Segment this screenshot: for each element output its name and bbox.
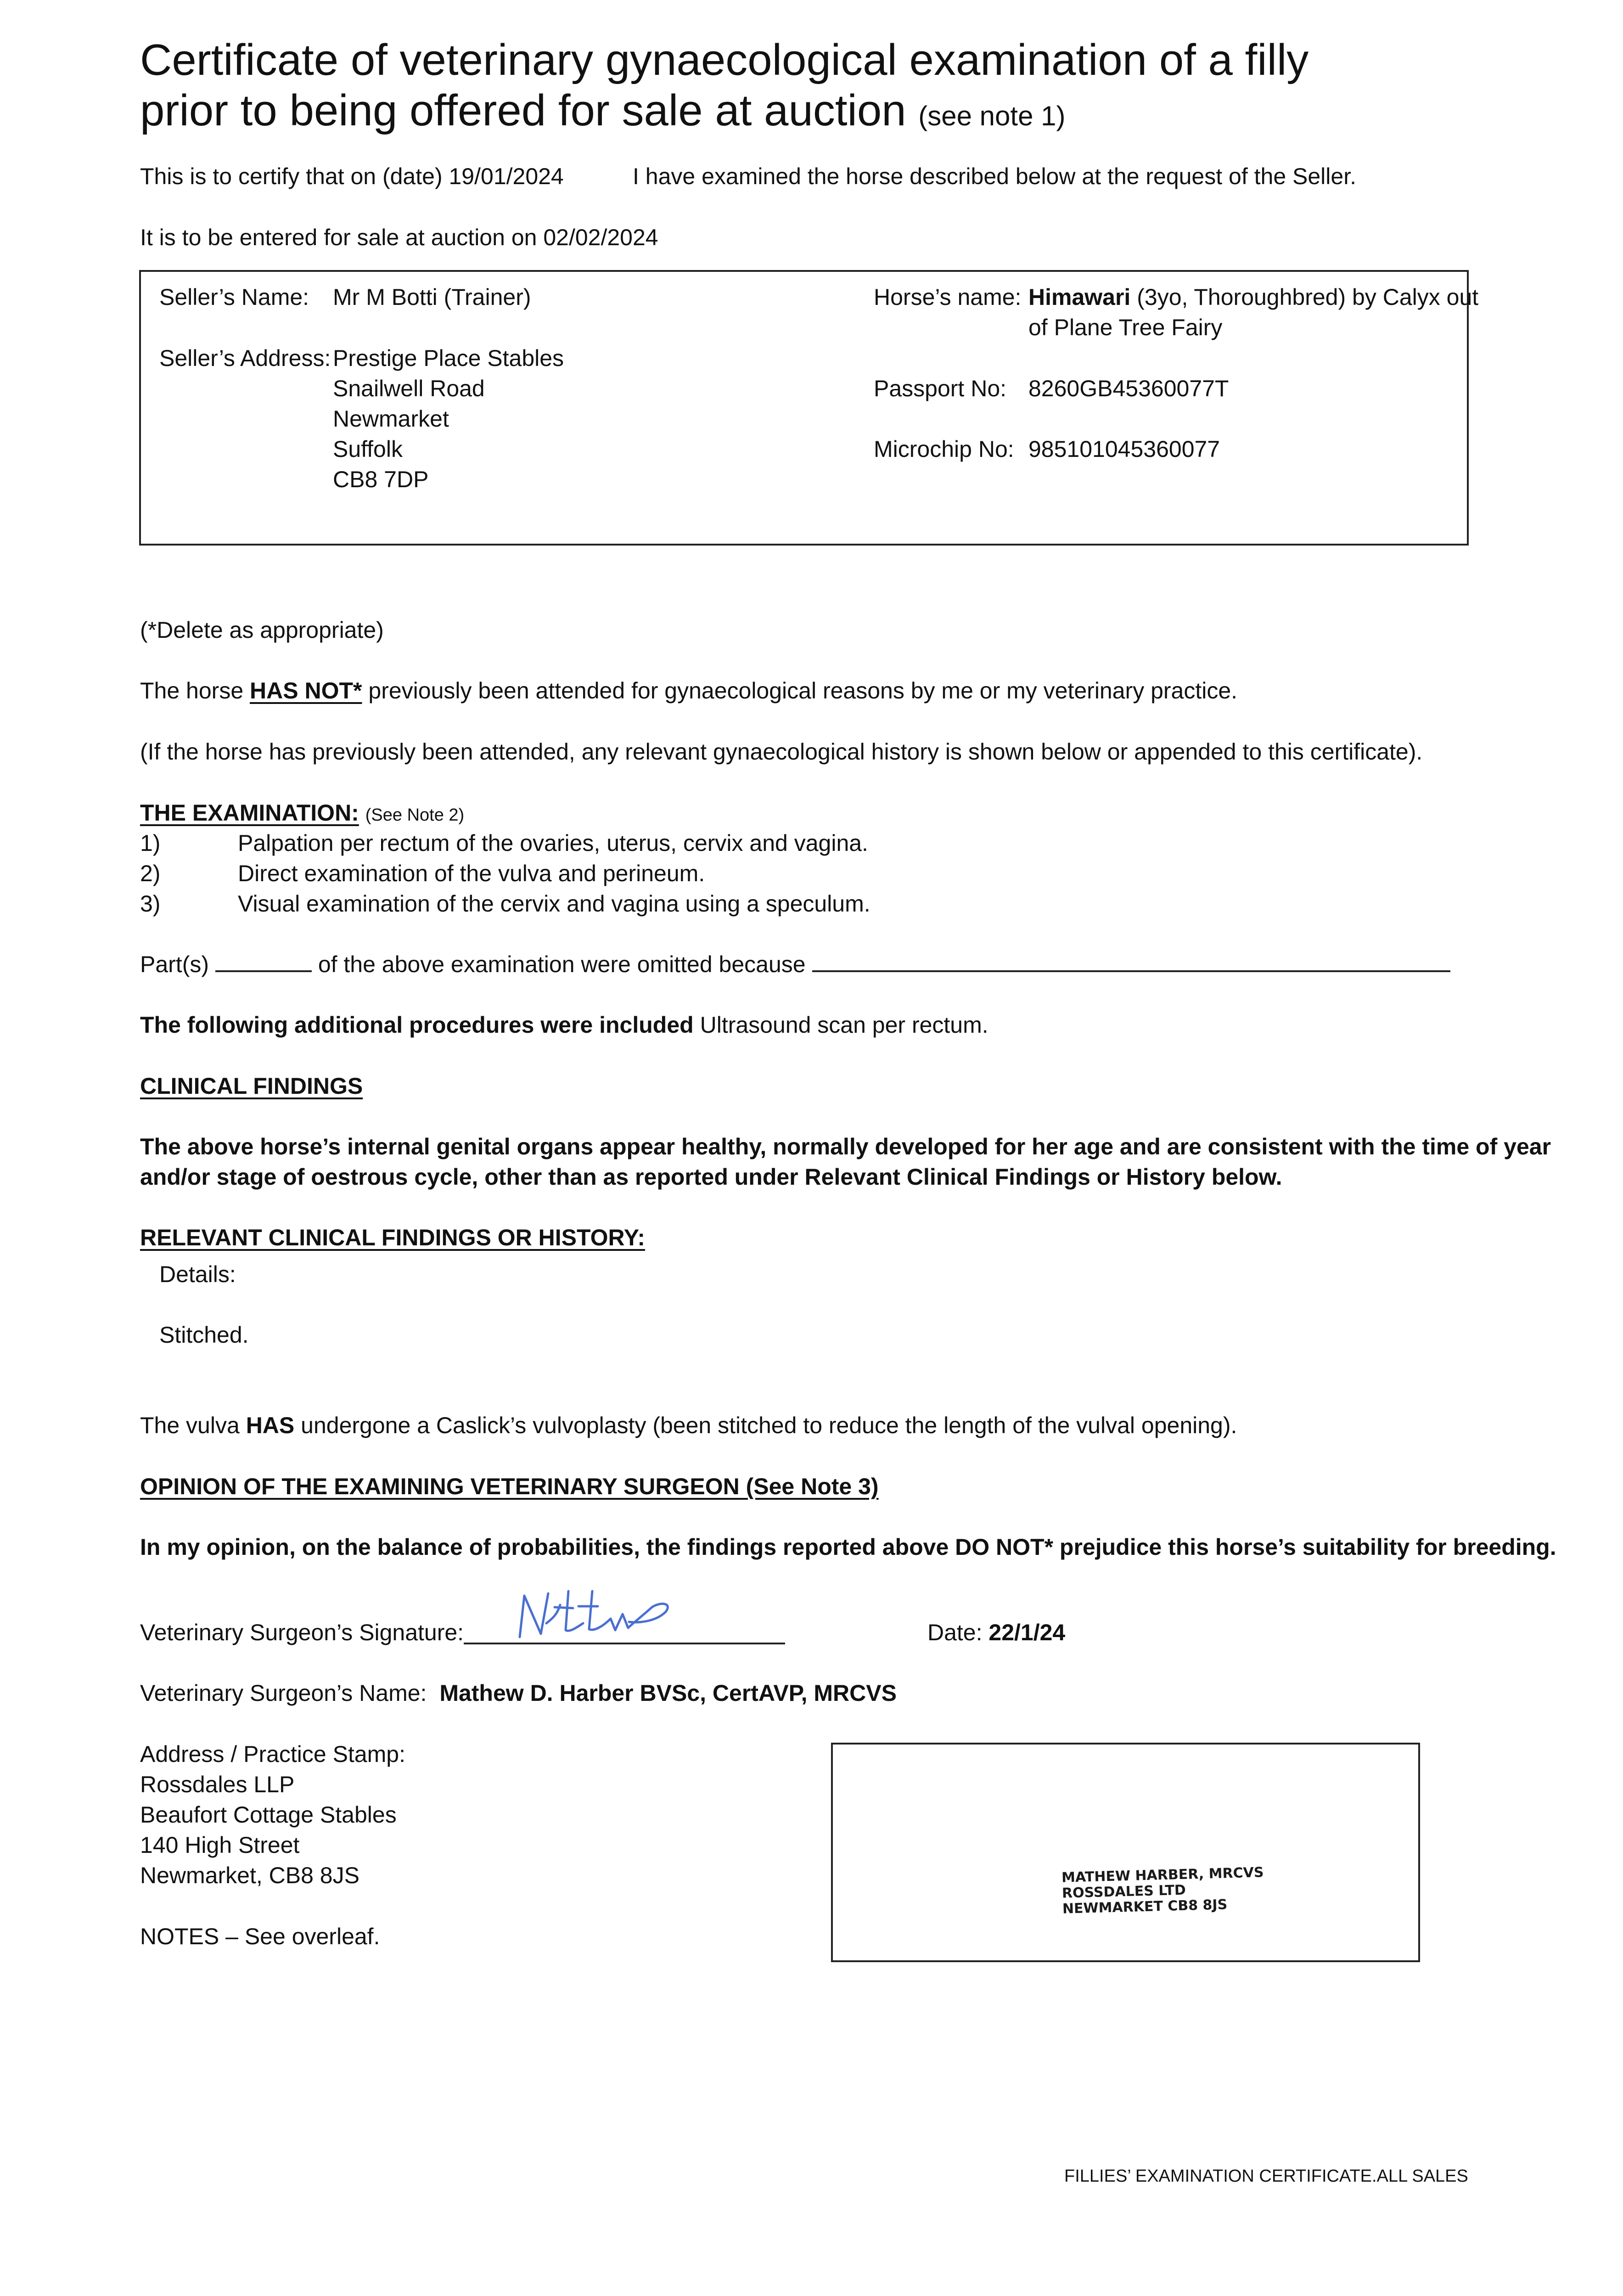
microchip-number: 985101045360077	[1028, 436, 1220, 462]
handwritten-signature	[514, 1580, 680, 1649]
certificate-title-line2	[140, 85, 1065, 142]
microchip-label: Microchip No:	[874, 436, 1014, 462]
horse-description: (3yo, Thoroughbred) by Calyx out	[1137, 284, 1479, 310]
additional-procedures	[140, 1010, 988, 1040]
certify-line	[140, 162, 564, 191]
vet-name-line	[140, 1678, 897, 1708]
practice-line: Newmarket, CB8 8JS	[140, 1863, 359, 1888]
omitted-line	[140, 950, 1450, 979]
exam-item-number: 2)	[140, 861, 161, 886]
auction-line	[140, 223, 658, 252]
vet-name: Mathew D. Harber BVSc, CertAVP, MRCVS	[439, 1680, 897, 1706]
details-label: Details:	[159, 1261, 236, 1287]
stamp-line: NEWMARKET CB8 8JS	[1062, 1896, 1228, 1917]
seller-address-line: Suffolk	[333, 436, 403, 462]
seller-address-line: CB8 7DP	[333, 467, 429, 492]
delete-note: (*Delete as appropriate)	[140, 617, 384, 643]
vulva-statement	[140, 1411, 1237, 1440]
attended-prefix: The horse	[140, 678, 244, 703]
signature-label: Veterinary Surgeon’s Signature:	[140, 1620, 464, 1645]
clinical-findings-line1: The above horse’s internal genital organs appear healthy, normally developed for her age and are consistent with the time of year	[140, 1134, 1551, 1159]
details-text: Stitched.	[159, 1322, 249, 1348]
horse-name: Himawari	[1028, 284, 1131, 310]
exam-item-number: 3)	[140, 891, 161, 917]
additional-label: The following additional procedures were included	[140, 1012, 694, 1038]
seller-address-line: Newmarket	[333, 406, 449, 432]
practice-stamp	[1061, 1865, 1265, 1917]
horse-description-2: of Plane Tree Fairy	[1028, 315, 1223, 340]
exam-item-text: Direct examination of the vulva and perineum.	[238, 861, 705, 886]
practice-line: 140 High Street	[140, 1832, 300, 1858]
seller-address-line: Snailwell Road	[333, 376, 485, 401]
signature-date-line	[927, 1618, 1065, 1647]
practice-label: Address / Practice Stamp:	[140, 1741, 406, 1767]
exam-date: 19/01/2024	[449, 163, 564, 189]
attended-status: HAS NOT*	[250, 678, 362, 703]
history-note: (If the horse has previously been attended, any relevant gynaecological history is shown below or appended to this certificate).	[140, 739, 1423, 765]
auction-prefix: It is to be entered for sale at auction on	[140, 225, 537, 250]
signature-date: 22/1/24	[988, 1620, 1066, 1645]
seller-address-label: Seller’s Address:	[159, 345, 331, 371]
signature-date-label: Date:	[927, 1620, 983, 1645]
examination-heading: THE EXAMINATION:	[140, 800, 359, 826]
omitted-middle: of the above examination were omitted because	[318, 951, 806, 977]
auction-date: 02/02/2024	[543, 225, 658, 250]
omitted-parts-blank	[215, 967, 312, 972]
horse-name-line	[1028, 282, 1478, 312]
additional-value: Ultrasound scan per rectum.	[700, 1012, 988, 1038]
title-note: (see note 1)	[918, 101, 1066, 131]
exam-item-number: 1)	[140, 830, 161, 856]
opinion-text: In my opinion, on the balance of probabilities, the findings reported above DO NOT* prejudice this horse’s suitability for breeding.	[140, 1534, 1556, 1560]
vulva-status: HAS	[246, 1412, 295, 1438]
opinion-heading: OPINION OF THE EXAMINING VETERINARY SURGEON (See Note 3)	[140, 1474, 879, 1499]
vulva-suffix: undergone a Caslick’s vulvoplasty (been stitched to reduce the length of the vulval opening).	[301, 1412, 1237, 1438]
certify-prefix: This is to certify that on (date)	[140, 163, 443, 189]
attended-suffix: previously been attended for gynaecological reasons by me or my veterinary practice.	[368, 678, 1238, 703]
seller-address-line: Prestige Place Stables	[333, 345, 564, 371]
exam-item-text: Palpation per rectum of the ovaries, uterus, cervix and vagina.	[238, 830, 868, 856]
exam-item-text: Visual examination of the cervix and vagina using a speculum.	[238, 891, 870, 917]
clinical-findings-line2: and/or stage of oestrous cycle, other than as reported under Relevant Clinical Findings or History below.	[140, 1164, 1282, 1190]
vet-name-label: Veterinary Surgeon’s Name:	[140, 1680, 427, 1706]
passport-number: 8260GB45360077T	[1028, 376, 1229, 401]
practice-line: Rossdales LLP	[140, 1772, 295, 1797]
notes-overleaf: NOTES – See overleaf.	[140, 1924, 380, 1949]
stamp-line: ROSSDALES LTD	[1061, 1882, 1186, 1902]
passport-label: Passport No:	[874, 376, 1007, 401]
seller-name: Mr M Botti (Trainer)	[333, 284, 531, 310]
examination-heading-line	[140, 798, 464, 830]
omitted-prefix: Part(s)	[140, 951, 209, 977]
practice-line: Beaufort Cottage Stables	[140, 1802, 397, 1828]
examined-statement: I have examined the horse described below at the request of the Seller.	[633, 163, 1356, 189]
title-main: prior to being offered for sale at auction	[140, 86, 906, 135]
stamp-line: MATHEW HARBER, MRCVS	[1061, 1864, 1264, 1886]
certificate-title-line1: Certificate of veterinary gynaecological examination of a filly	[140, 35, 1309, 84]
practice-stamp-box	[831, 1743, 1420, 1962]
vulva-prefix: The vulva	[140, 1412, 240, 1438]
omitted-reason-blank	[812, 967, 1450, 972]
footer-label: FILLIES’ EXAMINATION CERTIFICATE.ALL SALES	[1064, 2167, 1468, 2186]
examination-note: (See Note 2)	[365, 805, 465, 825]
clinical-findings-heading: CLINICAL FINDINGS	[140, 1073, 363, 1099]
attended-statement	[140, 676, 1237, 705]
horse-name-label: Horse’s name:	[874, 284, 1022, 310]
seller-name-label: Seller’s Name:	[159, 284, 309, 310]
relevant-findings-heading: RELEVANT CLINICAL FINDINGS OR HISTORY:	[140, 1225, 646, 1250]
